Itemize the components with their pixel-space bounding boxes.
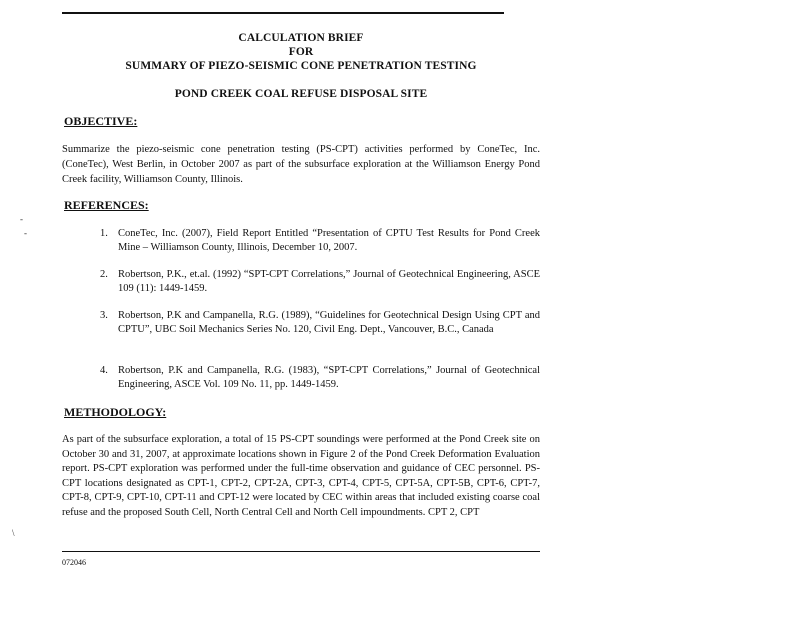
- title-line-2: FOR: [288, 46, 314, 58]
- margin-mark: -: [20, 214, 23, 224]
- top-rule: [62, 12, 504, 14]
- reference-text: Robertson, P.K., et.al. (1992) “SPT-CPT Correlations,” Journal of Geotechnical Engineering, ASCE 109 (11): 1449-1459.: [118, 269, 540, 294]
- title-line-1: CALCULATION BRIEF: [238, 32, 364, 44]
- footer-code: 072046: [62, 558, 86, 567]
- reference-text: ConeTec, Inc. (2007), Field Report Entitled “Presentation of CPTU Test Results for Pond Creek Mine – Williamson County, Illinois, December 10, 2007.: [118, 228, 540, 253]
- methodology-heading: METHODOLOGY:: [64, 405, 167, 419]
- reference-number: 3.: [100, 310, 108, 321]
- reference-item: [100, 227, 540, 255]
- reference-item: [100, 268, 540, 296]
- objective-body: Summarize the piezo-seismic cone penetration testing (PS-CPT) activities performed by ConeTec, Inc. (ConeTec), West Berlin, in October 2007 as part of the subsurface exploration at the Williamson Energy Pond Creek facility, Williamson County, Illinois.: [62, 144, 540, 185]
- reference-text: Robertson, P.K and Campanella, R.G. (1989), “Guidelines for Geotechnical Design Using CPT and CPTU”, UBC Soil Mechanics Series No. 120, Civil Eng. Dept., Vancouver, B.C., Canada: [118, 310, 540, 335]
- margin-mark: \: [12, 528, 15, 538]
- site-title: POND CREEK COAL REFUSE DISPOSAL SITE: [174, 88, 428, 100]
- bottom-rule: [62, 551, 540, 552]
- references-heading: REFERENCES:: [64, 198, 149, 212]
- methodology-body: As part of the subsurface exploration, a total of 15 PS-CPT soundings were performed at the Pond Creek site on October 30 and 31, 2007, at approximate locations shown in Figure 2 of the Pond Creek Deformation Evaluation report. PS-CPT exploration was performed under the full-time observation and guidance of CEC personnel. PS-CPT locations designated as CPT-1, CPT-2, CPT-2A, CPT-3, CPT-4, CPT-5, CPT-5A, CPT-5B, CPT-6, CPT-7, CPT-8, CPT-9, CPT-10, CPT-11 and CPT-12 were located by CEC within areas that included existing coarse coal refuse and the proposed South Cell, North Central Cell and North Cell impoundments. CPT 2, CPT: [62, 434, 540, 518]
- reference-text: Robertson, P.K and Campanella, R.G. (1983), “SPT-CPT Correlations,” Journal of Geotechnical Engineering, ASCE Vol. 109 No. 11, pp. 1449-1459.: [118, 365, 540, 390]
- reference-number: 1.: [100, 228, 108, 239]
- objective-heading: OBJECTIVE:: [64, 114, 138, 128]
- reference-item: [100, 309, 540, 337]
- margin-mark: -: [24, 228, 27, 238]
- reference-number: 4.: [100, 365, 108, 376]
- reference-item: [100, 364, 540, 392]
- title-line-3: SUMMARY OF PIEZO-SEISMIC CONE PENETRATION TESTING: [125, 60, 477, 72]
- reference-number: 2.: [100, 269, 108, 280]
